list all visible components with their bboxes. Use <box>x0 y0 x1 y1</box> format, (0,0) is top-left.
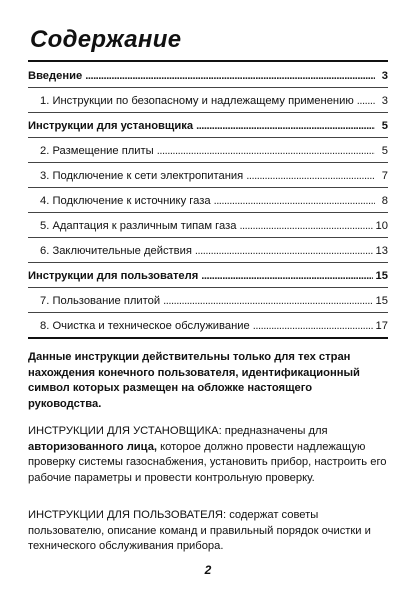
dot-leader <box>163 295 372 307</box>
toc-label: Введение <box>28 70 83 82</box>
dot-leader <box>357 95 375 107</box>
toc-label: 5. Адаптация к различным типам газа <box>40 220 237 232</box>
installer-paragraph <box>28 424 388 486</box>
toc-label: Инструкции для пользователя <box>28 270 199 282</box>
toc-separator <box>28 312 388 313</box>
dot-leader <box>239 220 372 232</box>
toc-separator <box>28 287 388 288</box>
toc-separator <box>28 137 388 138</box>
page-title: Содержание <box>30 26 182 53</box>
toc-page-number: 3 <box>381 70 388 82</box>
title-rule <box>28 60 388 62</box>
installer-paragraph-rest: которое должно провести надлежащую проверку системы газоснабжения, установить прибор, настроить его рабочие параметры и провести контрольную проверку. <box>28 440 387 484</box>
toc-section-row <box>28 270 388 282</box>
dot-leader <box>157 145 375 157</box>
toc-label: 2. Размещение плиты <box>40 145 154 157</box>
installer-paragraph-lead: ИНСТРУКЦИИ ДЛЯ УСТАНОВЩИКА: предназначены для <box>28 425 328 437</box>
toc-label: 4. Подключение к источнику газа <box>40 195 211 207</box>
dot-leader <box>195 245 373 257</box>
toc-page-number: 15 <box>375 295 388 307</box>
toc-page-number: 8 <box>381 195 388 207</box>
dot-leader <box>253 320 373 332</box>
toc-separator <box>28 262 388 263</box>
toc-entry-row <box>28 245 388 257</box>
user-paragraph: ИНСТРУКЦИИ ДЛЯ ПОЛЬЗОВАТЕЛЯ: содержат советы пользователю, описание команд и правильный порядок очистки и технического обслуживания прибора. <box>28 509 371 552</box>
dot-leader <box>246 170 375 182</box>
toc-label: 8. Очистка и техническое обслуживание <box>40 320 250 332</box>
toc-entry-row <box>28 220 388 232</box>
toc-separator <box>28 187 388 188</box>
toc-page-number: 10 <box>375 220 388 232</box>
toc-page-number: 3 <box>381 95 388 107</box>
notice-paragraph: Данные инструкции действительны только для тех стран нахождения конечного пользователя, идентификационный символ которых размещен на обложке настоящего руководства. <box>28 351 360 410</box>
toc-label: 1. Инструкции по безопасному и надлежащему применению <box>40 95 354 107</box>
toc-entry-row <box>28 145 388 157</box>
toc-separator <box>28 162 388 163</box>
toc-page-number: 17 <box>375 320 388 332</box>
toc-label: 6. Заключительные действия <box>40 245 192 257</box>
toc-page-number: 13 <box>375 245 388 257</box>
toc-separator <box>28 112 388 113</box>
toc-separator <box>28 212 388 213</box>
toc-page-number: 15 <box>375 270 388 282</box>
toc-section-row <box>28 120 388 132</box>
toc-separator <box>28 87 388 88</box>
toc-entry-row <box>28 195 388 207</box>
toc-separator <box>28 237 388 238</box>
toc-end-rule <box>28 337 388 339</box>
dot-leader <box>196 120 375 132</box>
toc-entry-row <box>28 95 388 107</box>
toc-label: 3. Подключение к сети электропитания <box>40 170 244 182</box>
toc-page-number: 5 <box>381 145 388 157</box>
toc-label: Инструкции для установщика <box>28 120 194 132</box>
dot-leader <box>201 270 372 282</box>
dot-leader <box>85 70 375 82</box>
toc-entry-row <box>28 170 388 182</box>
toc-page-number: 5 <box>381 120 388 132</box>
toc-entry-row <box>28 320 388 332</box>
toc-label: 7. Пользование плитой <box>40 295 161 307</box>
toc-section-row <box>28 70 388 82</box>
installer-paragraph-bold: авторизованного лица, <box>28 440 158 453</box>
toc-entry-row <box>28 295 388 307</box>
toc-page-number: 7 <box>381 170 388 182</box>
page-number: 2 <box>204 563 212 577</box>
dot-leader <box>214 195 375 207</box>
